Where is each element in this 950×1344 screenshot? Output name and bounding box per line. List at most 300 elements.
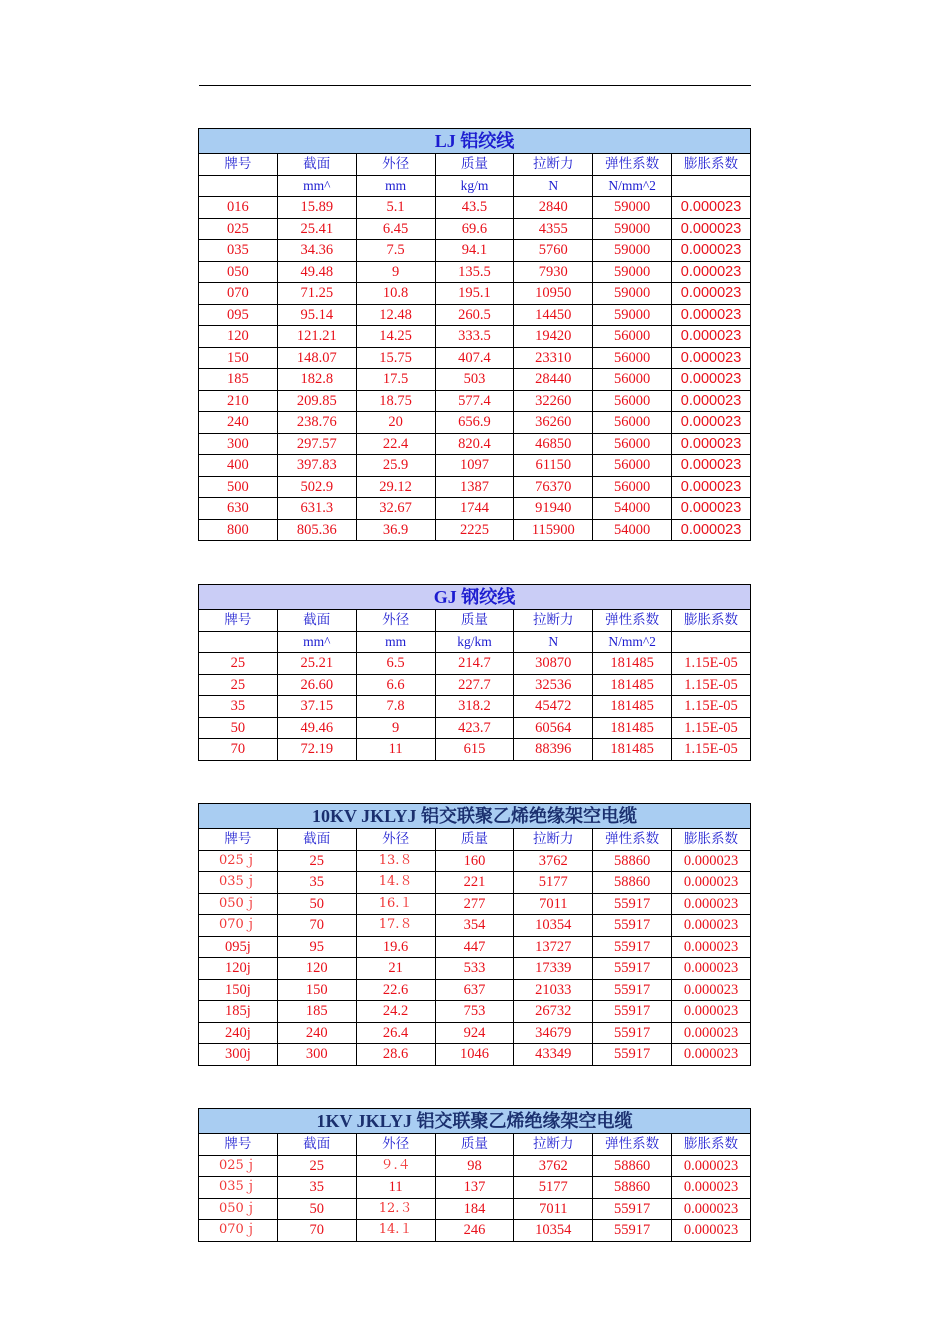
data-cell: 55917 (593, 1198, 672, 1220)
data-cell: 25.9 (356, 455, 435, 477)
data-cell: 120 (277, 958, 356, 980)
table-row (199, 1155, 751, 1177)
table-row (199, 283, 751, 305)
data-cell: 23310 (514, 347, 593, 369)
column-header: 外径 (356, 829, 435, 851)
data-cell: 181485 (593, 717, 672, 739)
table-row (199, 519, 751, 541)
column-header: 质量 (435, 1134, 514, 1156)
data-cell: 95 (277, 936, 356, 958)
data-cell: 56000 (593, 412, 672, 434)
column-header: 截面 (277, 154, 356, 176)
data-cell: 25.21 (277, 653, 356, 675)
data-cell: 14.８ (356, 872, 435, 894)
data-cell: 20 (356, 412, 435, 434)
data-cell: 36260 (514, 412, 593, 434)
data-cell: 11 (356, 739, 435, 761)
data-cell: 55917 (593, 1220, 672, 1242)
column-header: 截面 (277, 610, 356, 632)
column-header: 拉断力 (514, 1134, 593, 1156)
data-cell: 238.76 (277, 412, 356, 434)
data-cell: 277 (435, 893, 514, 915)
data-cell: 577.4 (435, 390, 514, 412)
unit-cell: mm^ (277, 175, 356, 197)
data-cell: 0.000023 (672, 958, 751, 980)
column-header: 牌号 (199, 154, 278, 176)
data-cell: 32536 (514, 674, 593, 696)
data-cell: 7.5 (356, 240, 435, 262)
data-cell: 181485 (593, 653, 672, 675)
table-row (199, 936, 751, 958)
data-cell: 050 (199, 261, 278, 283)
data-cell: 0.000023 (672, 304, 751, 326)
column-header: 膨胀系数 (672, 1134, 751, 1156)
data-cell: 240j (199, 1022, 278, 1044)
table-title-row (199, 585, 751, 610)
data-cell: 0.000023 (672, 347, 751, 369)
data-cell: 637 (435, 979, 514, 1001)
data-cell: 3762 (514, 1155, 593, 1177)
data-cell: 13727 (514, 936, 593, 958)
data-cell: 5177 (514, 1177, 593, 1199)
unit-cell: mm (356, 631, 435, 653)
data-cell: 70 (199, 739, 278, 761)
data-cell: 500 (199, 476, 278, 498)
column-header: 截面 (277, 1134, 356, 1156)
data-cell: 0.000023 (672, 1220, 751, 1242)
data-cell: 924 (435, 1022, 514, 1044)
column-header: 弹性系数 (593, 610, 672, 632)
unit-cell: N/mm^2 (593, 631, 672, 653)
table-title: 10KV JKLYJ 铝交联聚乙烯绝缘架空电缆 (199, 804, 751, 829)
table-row (199, 893, 751, 915)
data-cell: 354 (435, 915, 514, 937)
unit-row (199, 631, 751, 653)
column-header: 截面 (277, 829, 356, 851)
table-row (199, 979, 751, 1001)
data-cell: 035 (199, 240, 278, 262)
column-header: 弹性系数 (593, 1134, 672, 1156)
data-cell: 615 (435, 739, 514, 761)
data-cell: 17339 (514, 958, 593, 980)
data-cell: 10.8 (356, 283, 435, 305)
data-cell: 35 (199, 696, 278, 718)
data-cell: 630 (199, 498, 278, 520)
table-row (199, 498, 751, 520)
data-cell: 221 (435, 872, 514, 894)
data-cell: 214.7 (435, 653, 514, 675)
data-cell: 55917 (593, 1001, 672, 1023)
data-cell: 300 (199, 433, 278, 455)
data-cell: 49.46 (277, 717, 356, 739)
data-cell: 55917 (593, 915, 672, 937)
data-cell: 21033 (514, 979, 593, 1001)
data-cell: 58860 (593, 850, 672, 872)
data-cell: 25 (199, 674, 278, 696)
table-row (199, 958, 751, 980)
data-cell: 150 (277, 979, 356, 1001)
data-cell: 181485 (593, 674, 672, 696)
data-cell: 50 (277, 893, 356, 915)
data-cell: 94.1 (435, 240, 514, 262)
data-cell: 46850 (514, 433, 593, 455)
data-cell: 11 (356, 1177, 435, 1199)
data-cell: 91940 (514, 498, 593, 520)
data-cell: 182.8 (277, 369, 356, 391)
data-cell: 5760 (514, 240, 593, 262)
data-cell: 0.000023 (672, 197, 751, 219)
data-cell: 21 (356, 958, 435, 980)
data-cell: 26732 (514, 1001, 593, 1023)
data-cell: 300j (199, 1044, 278, 1066)
column-header: 牌号 (199, 829, 278, 851)
data-cell: 34.36 (277, 240, 356, 262)
data-cell: 88396 (514, 739, 593, 761)
header-row (199, 610, 751, 632)
table-row (199, 476, 751, 498)
unit-cell (199, 175, 278, 197)
unit-row (199, 175, 751, 197)
data-cell: 195.1 (435, 283, 514, 305)
data-cell: 407.4 (435, 347, 514, 369)
column-header: 质量 (435, 829, 514, 851)
data-cell: 29.12 (356, 476, 435, 498)
data-cell: 6.45 (356, 218, 435, 240)
table-row (199, 915, 751, 937)
table-row (199, 326, 751, 348)
data-cell: 0.000023 (672, 1044, 751, 1066)
data-cell: 240 (199, 412, 278, 434)
column-header: 外径 (356, 154, 435, 176)
data-cell: 2225 (435, 519, 514, 541)
data-cell: 70 (277, 1220, 356, 1242)
data-cell: 55917 (593, 1044, 672, 1066)
table-row (199, 1220, 751, 1242)
data-cell: 070ｊ (199, 915, 278, 937)
data-cell: 61150 (514, 455, 593, 477)
data-cell: 1.15E-05 (672, 674, 751, 696)
data-cell: 423.7 (435, 717, 514, 739)
data-cell: 185j (199, 1001, 278, 1023)
data-cell: 400 (199, 455, 278, 477)
header-row (199, 1134, 751, 1156)
data-cell: 43349 (514, 1044, 593, 1066)
data-cell: 185 (277, 1001, 356, 1023)
data-cell: 56000 (593, 347, 672, 369)
data-cell: 17.5 (356, 369, 435, 391)
data-cell: 246 (435, 1220, 514, 1242)
column-header: 弹性系数 (593, 829, 672, 851)
table-row (199, 455, 751, 477)
data-cell: 820.4 (435, 433, 514, 455)
column-header: 外径 (356, 1134, 435, 1156)
data-cell: 55917 (593, 893, 672, 915)
unit-cell: kg/km (435, 631, 514, 653)
data-cell: 25 (277, 850, 356, 872)
table-row (199, 218, 751, 240)
table-row (199, 1177, 751, 1199)
data-cell: 59000 (593, 283, 672, 305)
data-cell: 55917 (593, 1022, 672, 1044)
data-cell: 58860 (593, 1155, 672, 1177)
data-cell: 72.19 (277, 739, 356, 761)
data-cell: 035ｊ (199, 872, 278, 894)
data-cell: 22.4 (356, 433, 435, 455)
data-cell: 1.15E-05 (672, 717, 751, 739)
data-cell: 120 (199, 326, 278, 348)
data-cell: 0.000023 (672, 979, 751, 1001)
data-cell: 98 (435, 1155, 514, 1177)
data-cell: 240 (277, 1022, 356, 1044)
data-cell: 0.000023 (672, 433, 751, 455)
data-cell: ９.４ (356, 1155, 435, 1177)
data-cell: 9 (356, 717, 435, 739)
lj-table (198, 128, 751, 541)
data-cell: 0.000023 (672, 498, 751, 520)
column-header: 膨胀系数 (672, 829, 751, 851)
data-cell: 95.14 (277, 304, 356, 326)
unit-cell (672, 175, 751, 197)
data-cell: 0.000023 (672, 218, 751, 240)
data-cell: 25 (199, 653, 278, 675)
data-cell: 56000 (593, 455, 672, 477)
data-cell: 184 (435, 1198, 514, 1220)
data-cell: 54000 (593, 498, 672, 520)
data-cell: 59000 (593, 197, 672, 219)
data-cell: 59000 (593, 218, 672, 240)
data-cell: 095j (199, 936, 278, 958)
table-title-row (199, 129, 751, 154)
data-cell: 050ｊ (199, 893, 278, 915)
unit-cell: mm^ (277, 631, 356, 653)
data-cell: 35 (277, 1177, 356, 1199)
unit-cell: kg/m (435, 175, 514, 197)
data-cell: 17.８ (356, 915, 435, 937)
data-cell: 631.3 (277, 498, 356, 520)
table-row (199, 1044, 751, 1066)
data-cell: 13.８ (356, 850, 435, 872)
data-cell: 56000 (593, 326, 672, 348)
unit-cell: N (514, 631, 593, 653)
data-cell: 15.89 (277, 197, 356, 219)
data-cell: 0.000023 (672, 240, 751, 262)
data-cell: 26.60 (277, 674, 356, 696)
column-header: 牌号 (199, 610, 278, 632)
data-cell: 22.6 (356, 979, 435, 1001)
data-cell: 50 (277, 1198, 356, 1220)
data-cell: 0.000023 (672, 850, 751, 872)
data-cell: 3762 (514, 850, 593, 872)
data-cell: 1046 (435, 1044, 514, 1066)
data-cell: 148.07 (277, 347, 356, 369)
data-cell: 58860 (593, 872, 672, 894)
data-cell: 050ｊ (199, 1198, 278, 1220)
column-header: 拉断力 (514, 154, 593, 176)
data-cell: 25 (277, 1155, 356, 1177)
data-cell: 753 (435, 1001, 514, 1023)
data-cell: 7011 (514, 1198, 593, 1220)
table-row (199, 717, 751, 739)
data-cell: 14.１ (356, 1220, 435, 1242)
data-cell: 35 (277, 872, 356, 894)
data-cell: 150j (199, 979, 278, 1001)
data-cell: 150 (199, 347, 278, 369)
data-cell: 0.000023 (672, 1001, 751, 1023)
table-row (199, 1022, 751, 1044)
data-cell: 656.9 (435, 412, 514, 434)
data-cell: 10354 (514, 1220, 593, 1242)
data-cell: 45472 (514, 696, 593, 718)
data-cell: 24.2 (356, 1001, 435, 1023)
table-row (199, 347, 751, 369)
table-row (199, 1001, 751, 1023)
data-cell: 16.１ (356, 893, 435, 915)
data-cell: 6.5 (356, 653, 435, 675)
header-row (199, 829, 751, 851)
table-row (199, 261, 751, 283)
data-cell: 70 (277, 915, 356, 937)
data-cell: 59000 (593, 240, 672, 262)
data-cell: 32.67 (356, 498, 435, 520)
data-cell: 7.8 (356, 696, 435, 718)
unit-cell: N (514, 175, 593, 197)
table-row (199, 653, 751, 675)
data-cell: 55917 (593, 936, 672, 958)
table-title: GJ 钢绞线 (199, 585, 751, 610)
unit-cell (199, 631, 278, 653)
unit-cell (672, 631, 751, 653)
table-row (199, 304, 751, 326)
data-cell: 0.000023 (672, 519, 751, 541)
data-cell: 60564 (514, 717, 593, 739)
data-cell: 035ｊ (199, 1177, 278, 1199)
data-cell: 333.5 (435, 326, 514, 348)
table-row (199, 433, 751, 455)
table-row (199, 390, 751, 412)
data-cell: 0.000023 (672, 872, 751, 894)
data-cell: 1.15E-05 (672, 739, 751, 761)
table-row (199, 739, 751, 761)
data-cell: 14.25 (356, 326, 435, 348)
data-cell: 185 (199, 369, 278, 391)
table-row (199, 696, 751, 718)
data-cell: 0.000023 (672, 1155, 751, 1177)
data-cell: 2840 (514, 197, 593, 219)
data-cell: 025ｊ (199, 850, 278, 872)
data-cell: 30870 (514, 653, 593, 675)
column-header: 质量 (435, 154, 514, 176)
data-cell: 135.5 (435, 261, 514, 283)
data-cell: 0.000023 (672, 1198, 751, 1220)
column-header: 拉断力 (514, 610, 593, 632)
data-cell: 533 (435, 958, 514, 980)
data-cell: 0.000023 (672, 390, 751, 412)
data-cell: 12.48 (356, 304, 435, 326)
header-row (199, 154, 751, 176)
data-cell: 300 (277, 1044, 356, 1066)
column-header: 质量 (435, 610, 514, 632)
data-cell: 25.41 (277, 218, 356, 240)
table-row (199, 872, 751, 894)
1kv-jklyj-table (198, 1108, 751, 1242)
data-cell: 5177 (514, 872, 593, 894)
data-cell: 0.000023 (672, 412, 751, 434)
data-cell: 800 (199, 519, 278, 541)
table-row (199, 369, 751, 391)
data-cell: 43.5 (435, 197, 514, 219)
column-header: 弹性系数 (593, 154, 672, 176)
data-cell: 1097 (435, 455, 514, 477)
data-cell: 805.36 (277, 519, 356, 541)
data-cell: 50 (199, 717, 278, 739)
data-cell: 6.6 (356, 674, 435, 696)
table-title-row (199, 804, 751, 829)
data-cell: 025 (199, 218, 278, 240)
data-cell: 0.000023 (672, 326, 751, 348)
data-cell: 26.4 (356, 1022, 435, 1044)
data-cell: 297.57 (277, 433, 356, 455)
data-cell: 0.000023 (672, 893, 751, 915)
data-cell: 55917 (593, 958, 672, 980)
data-cell: 0.000023 (672, 476, 751, 498)
gj-table (198, 584, 751, 761)
column-header: 膨胀系数 (672, 154, 751, 176)
table-row (199, 412, 751, 434)
data-cell: 49.48 (277, 261, 356, 283)
data-cell: 0.000023 (672, 261, 751, 283)
data-cell: 1.15E-05 (672, 696, 751, 718)
data-cell: 56000 (593, 369, 672, 391)
column-header: 牌号 (199, 1134, 278, 1156)
data-cell: 5.1 (356, 197, 435, 219)
10kv-jklyj-table (198, 803, 751, 1066)
table-row (199, 674, 751, 696)
table-row (199, 850, 751, 872)
data-cell: 0.000023 (672, 369, 751, 391)
data-cell: 37.15 (277, 696, 356, 718)
data-cell: 181485 (593, 696, 672, 718)
table-row (199, 1198, 751, 1220)
data-cell: 227.7 (435, 674, 514, 696)
data-cell: 209.85 (277, 390, 356, 412)
data-cell: 0.000023 (672, 455, 751, 477)
data-cell: 36.9 (356, 519, 435, 541)
data-cell: 115900 (514, 519, 593, 541)
data-cell: 016 (199, 197, 278, 219)
data-cell: 32260 (514, 390, 593, 412)
data-cell: 181485 (593, 739, 672, 761)
data-cell: 447 (435, 936, 514, 958)
data-cell: 0.000023 (672, 915, 751, 937)
data-cell: 0.000023 (672, 1177, 751, 1199)
data-cell: 54000 (593, 519, 672, 541)
data-cell: 56000 (593, 433, 672, 455)
data-cell: 025ｊ (199, 1155, 278, 1177)
data-cell: 15.75 (356, 347, 435, 369)
data-cell: 10354 (514, 915, 593, 937)
table-title-row (199, 1109, 751, 1134)
data-cell: 070 (199, 283, 278, 305)
data-cell: 12.３ (356, 1198, 435, 1220)
data-cell: 1387 (435, 476, 514, 498)
data-cell: 160 (435, 850, 514, 872)
data-cell: 9 (356, 261, 435, 283)
column-header: 外径 (356, 610, 435, 632)
unit-cell: mm (356, 175, 435, 197)
data-cell: 1.15E-05 (672, 653, 751, 675)
data-cell: 4355 (514, 218, 593, 240)
data-cell: 318.2 (435, 696, 514, 718)
